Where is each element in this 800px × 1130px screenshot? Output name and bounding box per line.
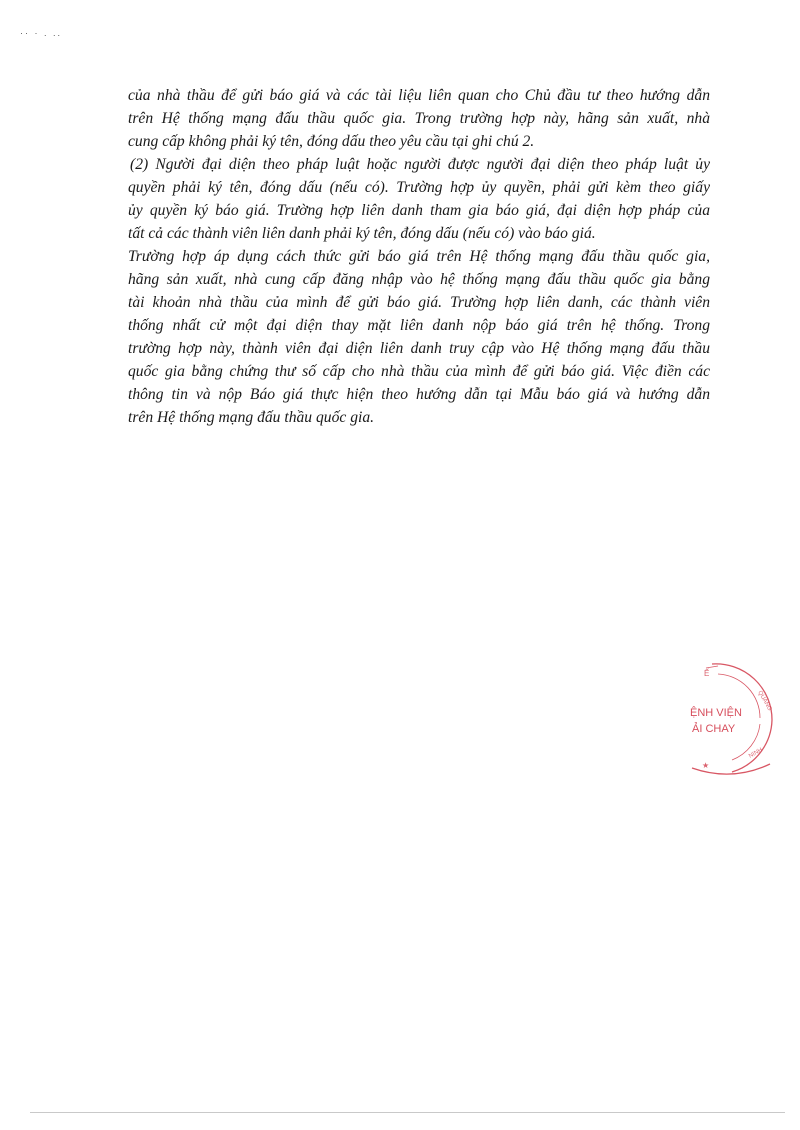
stamp-star-icon: ★ bbox=[702, 761, 710, 770]
stamp-line-2: ẢI CHAY bbox=[692, 723, 736, 735]
text-line: quốc gia bằng chứng thư số cấp cho nhà thầu của mình để gửi báo giá. Việc điền các bbox=[128, 363, 710, 380]
text-line: thống nhất cử một đại diện thay mặt liên danh nộp báo giá trên hệ thống. Trong bbox=[128, 317, 710, 334]
official-stamp bbox=[672, 660, 782, 778]
text-line: hãng sản xuất, nhà cung cấp đăng nhập vào hệ thống mạng đấu thầu quốc gia bằng bbox=[128, 271, 710, 288]
document-body bbox=[128, 84, 710, 429]
text-line: của nhà thầu để gửi báo giá và các tài liệu liên quan cho Chủ đầu tư theo hướng dẫn bbox=[128, 87, 710, 104]
paragraph-2 bbox=[128, 153, 710, 245]
text-line: trên Hệ thống mạng đấu thầu quốc gia. Trong trường hợp này, hãng sản xuất, nhà bbox=[128, 110, 710, 127]
text-line: quyền phải ký tên, đóng dấu (nếu có). Trường hợp ủy quyền, phải gửi kèm theo giấy bbox=[128, 179, 710, 196]
page-bottom-rule bbox=[30, 1112, 785, 1113]
text-line: tất cả các thành viên liên danh phải ký tên, đóng dấu (nếu có) vào báo giá. bbox=[128, 225, 596, 242]
text-line: tài khoản nhà thầu của mình để gửi báo giá. Trường hợp liên danh, các thành viên bbox=[128, 294, 710, 311]
stamp-ring-bottom: NINH bbox=[748, 747, 764, 760]
text-line: trên Hệ thống mạng đấu thầu quốc gia. bbox=[128, 409, 375, 426]
text-line: (2) Người đại diện theo pháp luật hoặc người được người đại diện theo pháp luật ủy bbox=[130, 156, 710, 173]
text-line: thông tin và nộp Báo giá thực hiện theo hướng dẫn tại Mẫu báo giá và hướng dẫn bbox=[128, 386, 710, 403]
stamp-line-1: ỆNH VIỆN bbox=[690, 707, 742, 719]
text-line: Trường hợp áp dụng cách thức gửi báo giá trên Hệ thống mạng đấu thầu quốc gia, bbox=[128, 248, 710, 265]
text-line: trường hợp này, thành viên đại diện liên danh truy cập vào Hệ thống mạng đấu thầu bbox=[128, 340, 710, 357]
stamp-ring-top: Ế bbox=[704, 669, 710, 678]
text-line: ủy quyền ký báo giá. Trường hợp liên danh tham gia báo giá, đại diện hợp pháp của bbox=[128, 202, 710, 219]
paragraph-1 bbox=[128, 84, 710, 153]
paragraph-3 bbox=[128, 245, 710, 429]
stamp-ring-right: QUẢNG bbox=[756, 690, 773, 713]
text-line: cung cấp không phải ký tên, đóng dấu theo yêu cầu tại ghi chú 2. bbox=[128, 133, 535, 150]
scan-marks: ·· · . .. bbox=[20, 28, 62, 38]
